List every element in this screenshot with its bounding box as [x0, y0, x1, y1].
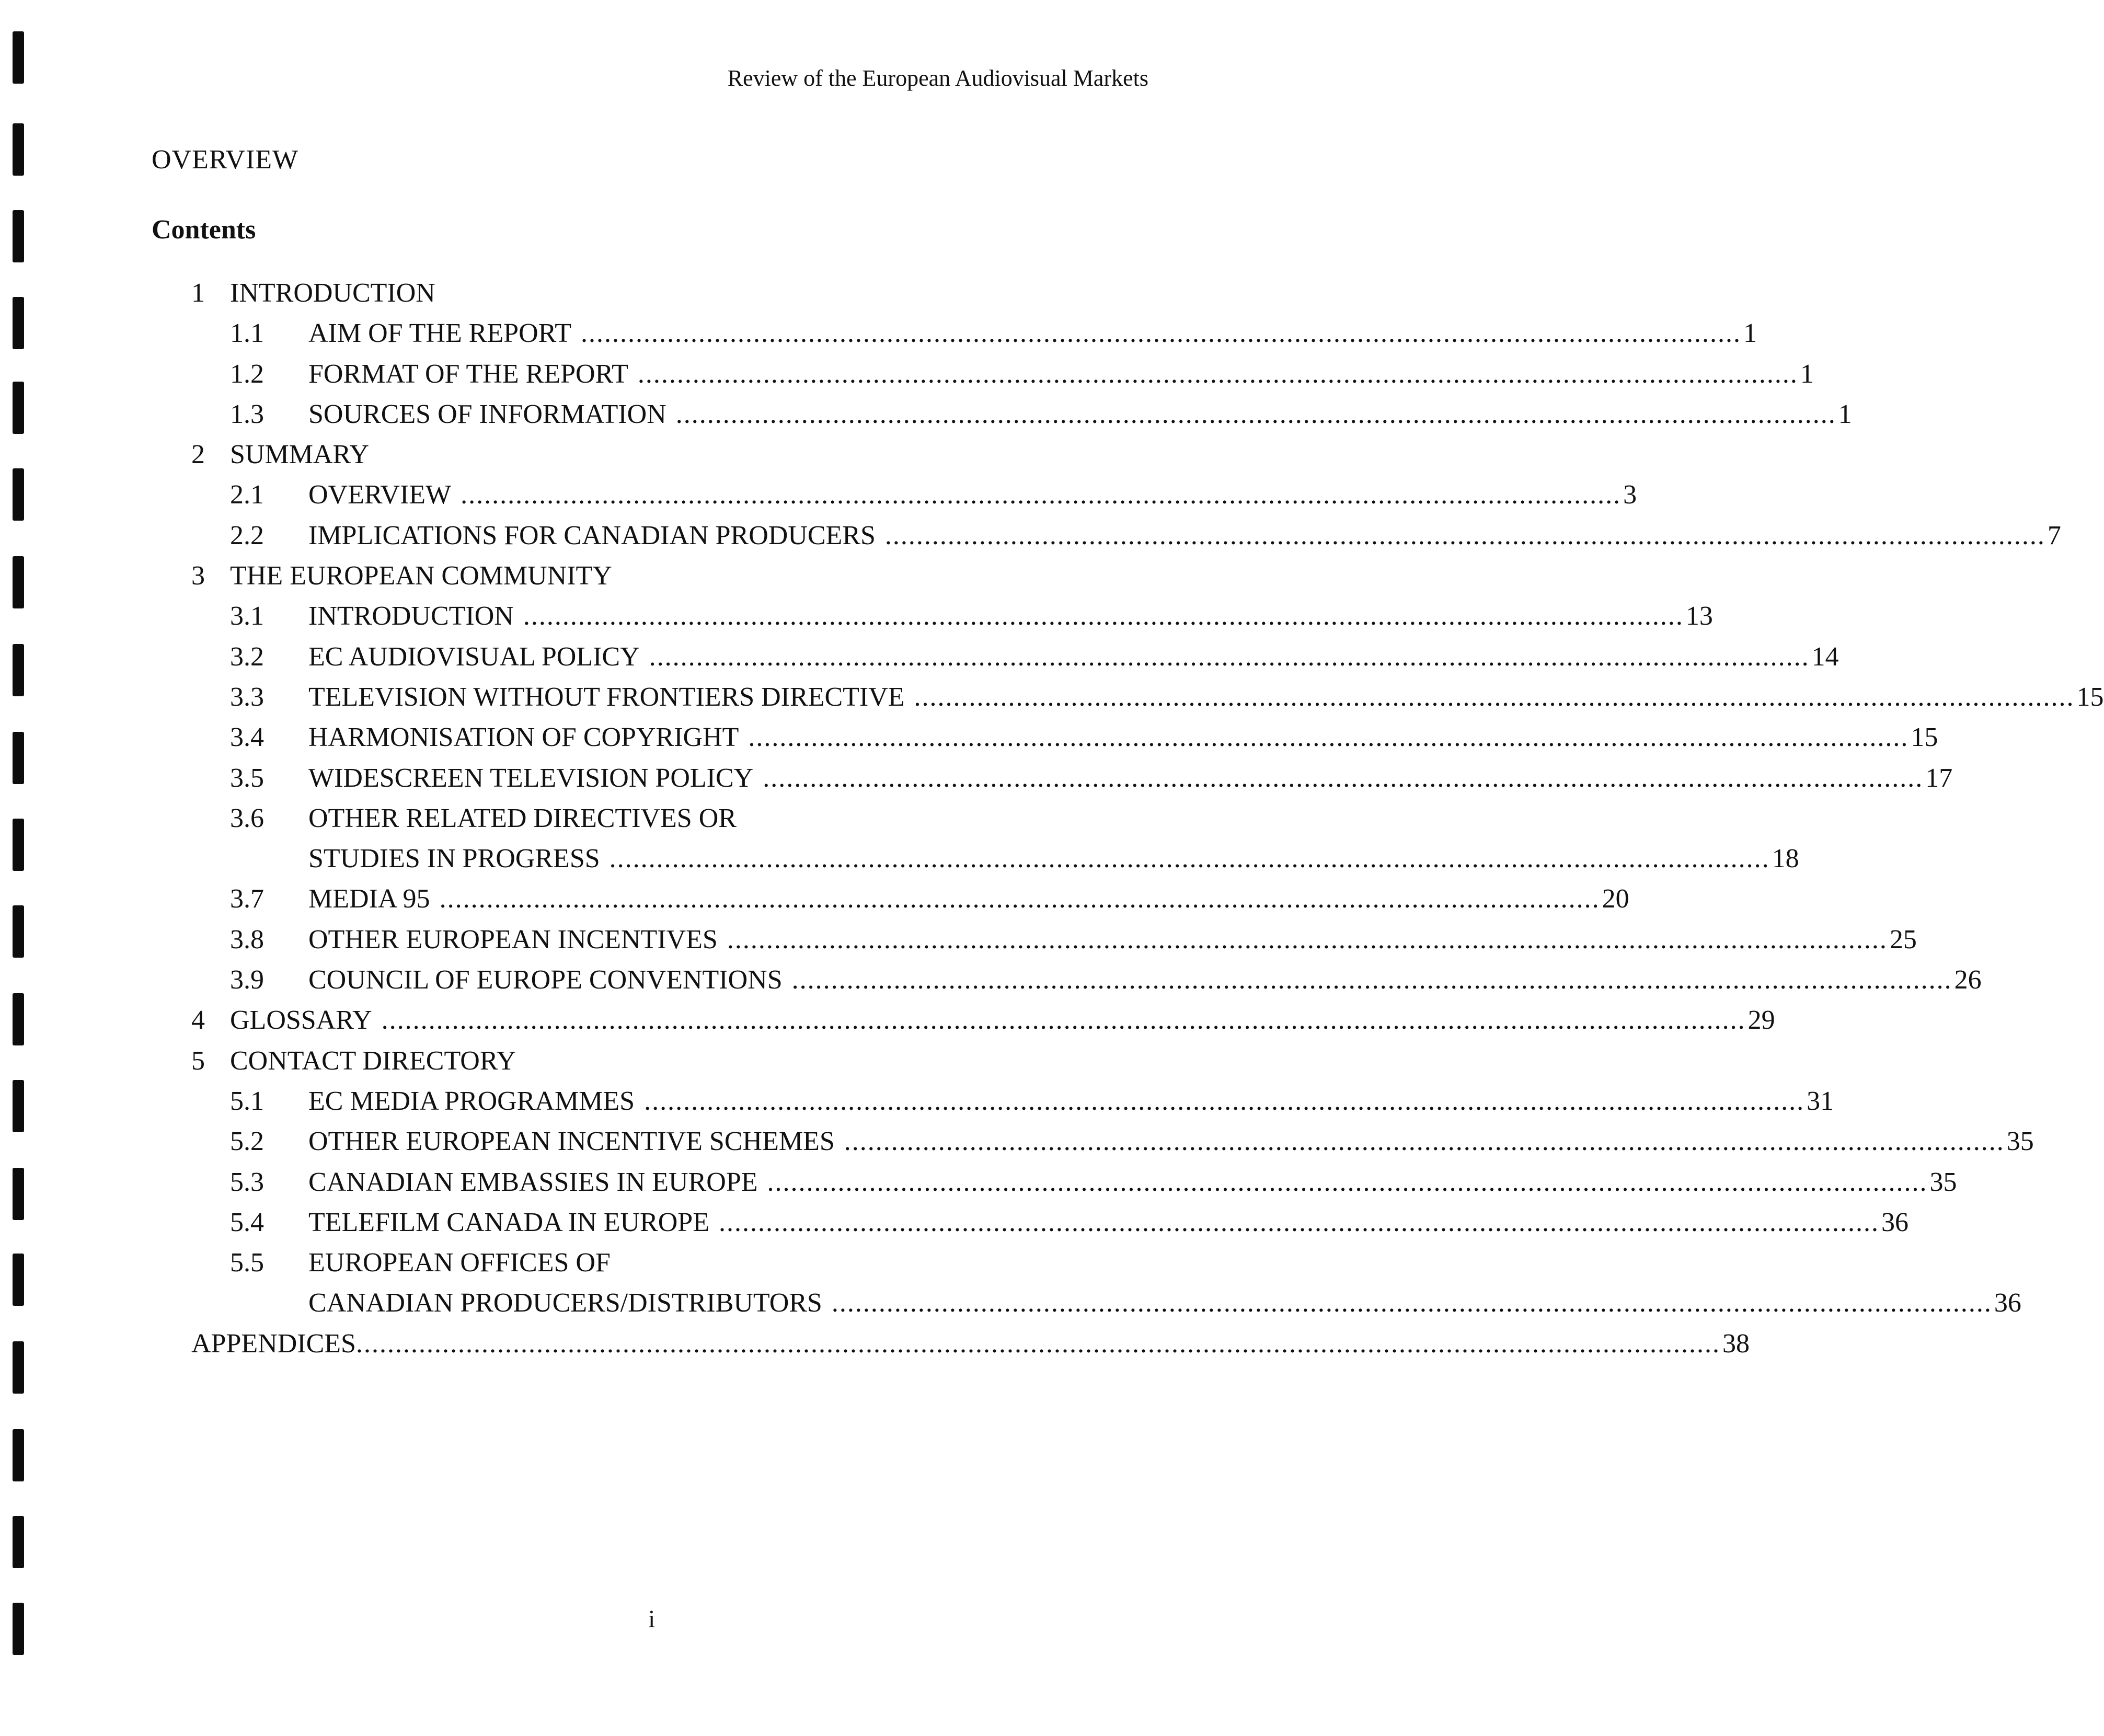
toc-chapter-label: INTRODUCTION: [230, 278, 435, 308]
toc-entry[interactable]: [191, 1243, 1124, 1283]
binder-mark: [13, 123, 24, 176]
toc-entry[interactable]: [191, 1162, 1957, 1202]
toc-entry-number: 3.6: [230, 803, 264, 833]
toc-leader-dots: ....................................................................................................................................................: [727, 924, 1888, 955]
toc-leader-dots: ....................................................................................................................................................: [763, 763, 1924, 793]
binder-mark: [13, 1341, 24, 1394]
binder-mark: [13, 297, 24, 349]
toc-chapter-label: THE EUROPEAN COMMUNITY: [230, 561, 612, 591]
toc-entry-number: 5.3: [230, 1167, 264, 1197]
binder-mark: [13, 1080, 24, 1132]
binder-mark: [13, 1516, 24, 1568]
toc-entry-number: 3.5: [230, 763, 264, 793]
toc-entry-page: 14: [1811, 641, 1839, 672]
binder-hole-marks: [0, 0, 42, 1736]
toc-entry-page: 17: [1925, 763, 1953, 793]
toc-chapter-number: 1: [191, 278, 205, 308]
toc-entry-label: WIDESCREEN TELEVISION POLICY: [308, 763, 754, 793]
toc-entry-page: 35: [2006, 1126, 2034, 1157]
toc-entry-number: 3.2: [230, 641, 264, 672]
toc-entry-number: 5.2: [230, 1126, 264, 1157]
toc-entry-label: COUNCIL OF EUROPE CONVENTIONS: [308, 965, 783, 995]
toc-entry[interactable]: [191, 596, 1713, 636]
toc-entry-label: EUROPEAN OFFICES OF: [308, 1248, 611, 1278]
toc-entry-number: 1.1: [230, 318, 264, 349]
toc-leader-dots: ....................................................................................................................................................: [644, 1086, 1805, 1116]
running-header: Review of the European Audiovisual Markets: [727, 65, 1148, 91]
binder-mark: [13, 905, 24, 958]
toc-chapter[interactable]: [191, 556, 1124, 596]
toc-leader-dots: ....................................................................................................................................................: [637, 359, 1798, 389]
toc-entry-label: INTRODUCTION: [308, 601, 514, 631]
toc-entry-label: OTHER RELATED DIRECTIVES OR: [308, 803, 737, 833]
toc-chapter-label: [191, 1000, 382, 1040]
binder-mark: [13, 468, 24, 521]
toc-entry[interactable]: [191, 515, 2061, 556]
toc-entry-page: 15: [1911, 722, 1938, 753]
binder-mark: [13, 1429, 24, 1481]
binder-mark: [13, 644, 24, 696]
toc-entry-number: 3.3: [230, 682, 264, 712]
toc-leader-dots: ....................................................................................................................................................: [609, 844, 1770, 874]
toc-entry-page: 1: [1743, 318, 1757, 349]
toc-entry[interactable]: [191, 717, 1938, 757]
binder-mark: [13, 1603, 24, 1655]
toc-entry-label: TELEFILM CANADA IN EUROPE: [308, 1207, 709, 1237]
toc-entry-number: 3.4: [230, 722, 264, 753]
toc-leader-dots: ....................................................................................................................................................: [675, 399, 1836, 429]
toc-entry-page: 1: [1838, 399, 1852, 429]
toc-entry-number: 5.1: [230, 1086, 264, 1116]
toc-chapter[interactable]: [191, 273, 1124, 313]
toc-entry-page: 29: [1747, 1005, 1775, 1036]
toc-entry-number: 2.2: [230, 520, 264, 550]
binder-mark: [13, 732, 24, 784]
toc-entry-label: OVERVIEW: [308, 480, 452, 510]
toc-entry-number: 3.1: [230, 601, 264, 631]
toc-entry-page: 20: [1602, 884, 1629, 914]
toc-entry-label: STUDIES IN PROGRESS: [308, 844, 600, 874]
toc-entry-page: 25: [1889, 924, 1917, 955]
toc-entry-label: APPENDICES: [191, 1328, 356, 1359]
toc-entry-label: HARMONISATION OF COPYRIGHT: [308, 722, 739, 753]
toc-entry[interactable]: [191, 1081, 1834, 1121]
toc-entry-number: 5.4: [230, 1207, 264, 1237]
binder-mark: [13, 382, 24, 434]
binder-mark: [13, 993, 24, 1045]
toc-entry[interactable]: [191, 1202, 1908, 1243]
toc-entry[interactable]: [191, 637, 1839, 677]
toc-entry-label: CANADIAN PRODUCERS/DISTRIBUTORS: [308, 1288, 822, 1318]
toc-entry-page: 38: [1722, 1328, 1750, 1359]
page-title: OVERVIEW: [152, 145, 299, 175]
binder-mark: [13, 556, 24, 608]
toc-entry-continuation[interactable]: [191, 838, 1799, 879]
toc-entry[interactable]: [191, 677, 2104, 717]
toc-entry[interactable]: [191, 758, 1953, 798]
toc-entry[interactable]: [191, 1121, 2034, 1162]
binder-mark: [13, 210, 24, 262]
toc-entry-page: 18: [1772, 844, 1799, 874]
toc-entry-page: 15: [2076, 682, 2104, 712]
toc-entry-label: MEDIA 95: [308, 884, 430, 914]
toc-chapter[interactable]: [191, 434, 1124, 475]
toc-chapter-number: 3: [191, 561, 205, 591]
toc-chapter-number: 5: [191, 1045, 205, 1076]
toc-entry-page: 31: [1807, 1086, 1834, 1116]
toc-entry-page: 7: [2047, 520, 2061, 550]
toc-leader-dots: ....................................................................................................................................................: [844, 1126, 2005, 1157]
toc-leader-dots: ....................................................................................................................................................: [914, 682, 2075, 712]
toc-entry-number: 3.8: [230, 924, 264, 955]
toc-chapter-label: SUMMARY: [230, 440, 369, 470]
toc-entry-label: SOURCES OF INFORMATION: [308, 399, 666, 429]
toc-entry-label: OTHER EUROPEAN INCENTIVES: [308, 924, 718, 955]
toc-leader-dots: ..............................................................................................................................................................................: [381, 1005, 1746, 1036]
toc-entry-page: 13: [1685, 601, 1713, 631]
toc-entry-page: 3: [1623, 480, 1637, 510]
toc-entry-number: 1.3: [230, 399, 264, 429]
toc-entry[interactable]: [191, 313, 1757, 353]
contents-heading: Contents: [152, 215, 256, 245]
page-number: i: [648, 1605, 656, 1633]
toc-entry-number: 1.2: [230, 359, 264, 389]
toc-leader-dots: ....................................................................................................................................................: [523, 601, 1684, 631]
binder-mark: [13, 1168, 24, 1220]
toc-chapter[interactable]: [191, 1000, 1775, 1040]
toc-entry[interactable]: [191, 354, 1814, 394]
binder-mark: [13, 819, 24, 871]
toc-entry-label: EC MEDIA PROGRAMMES: [308, 1086, 635, 1116]
toc-entry-page: 36: [1994, 1288, 2021, 1318]
toc-entry[interactable]: [191, 960, 1982, 1000]
toc-chapter-title: GLOSSARY: [230, 1005, 372, 1036]
toc-leader-dots: ....................................................................................................................................................: [718, 1207, 1879, 1237]
toc-leader-dots: ....................................................................................................................................................: [461, 480, 1622, 510]
toc-entry-label: IMPLICATIONS FOR CANADIAN PRODUCERS: [308, 520, 876, 550]
toc-entry[interactable]: [191, 798, 1124, 838]
toc-leader-dots: ....................................................................................................................................................: [748, 722, 1909, 753]
toc-entry-label: TELEVISION WITHOUT FRONTIERS DIRECTIVE: [308, 682, 905, 712]
toc-leader-dots: ..............................................................................................................................................................................: [355, 1328, 1720, 1359]
toc-entry[interactable]: [191, 879, 1629, 919]
toc-entry[interactable]: [191, 919, 1917, 960]
toc-entry-label: EC AUDIOVISUAL POLICY: [308, 641, 640, 672]
toc-entry-number: 2.1: [230, 480, 264, 510]
toc-entry[interactable]: [191, 475, 1637, 515]
toc-leader-dots: ....................................................................................................................................................: [791, 965, 1952, 995]
toc-leader-dots: ....................................................................................................................................................: [580, 318, 1741, 349]
toc-entry-number: 3.9: [230, 965, 264, 995]
toc-chapter-number: 2: [191, 440, 205, 470]
toc-entry-page: 26: [1954, 965, 1982, 995]
toc-chapter-number: 4: [191, 1005, 205, 1036]
toc-entry-label: FORMAT OF THE REPORT: [308, 359, 628, 389]
toc-entry-label: OTHER EUROPEAN INCENTIVE SCHEMES: [308, 1126, 835, 1157]
toc-leader-dots: ....................................................................................................................................................: [439, 884, 1600, 914]
toc-entry[interactable]: [191, 394, 1852, 434]
toc-entry-label: AIM OF THE REPORT: [308, 318, 571, 349]
toc-entry-number: 3.7: [230, 884, 264, 914]
toc-entry-continuation[interactable]: [191, 1283, 2021, 1323]
toc-leader-dots: ....................................................................................................................................................: [649, 641, 1810, 672]
toc-entry-number: 5.5: [230, 1248, 264, 1278]
table-of-contents: [191, 273, 2104, 1364]
toc-leader-dots: ....................................................................................................................................................: [831, 1288, 1992, 1318]
toc-appendices[interactable]: [191, 1324, 1750, 1364]
binder-mark: [13, 31, 24, 84]
toc-entry-page: 35: [1929, 1167, 1957, 1197]
binder-mark: [13, 1254, 24, 1306]
toc-leader-dots: ....................................................................................................................................................: [767, 1167, 1928, 1197]
toc-entry-page: 1: [1800, 359, 1814, 389]
toc-chapter[interactable]: [191, 1041, 1124, 1081]
toc-leader-dots: ....................................................................................................................................................: [884, 520, 2045, 550]
toc-entry-page: 36: [1881, 1207, 1908, 1237]
toc-entry-label: CANADIAN EMBASSIES IN EUROPE: [308, 1167, 758, 1197]
toc-chapter-label: CONTACT DIRECTORY: [230, 1045, 516, 1076]
